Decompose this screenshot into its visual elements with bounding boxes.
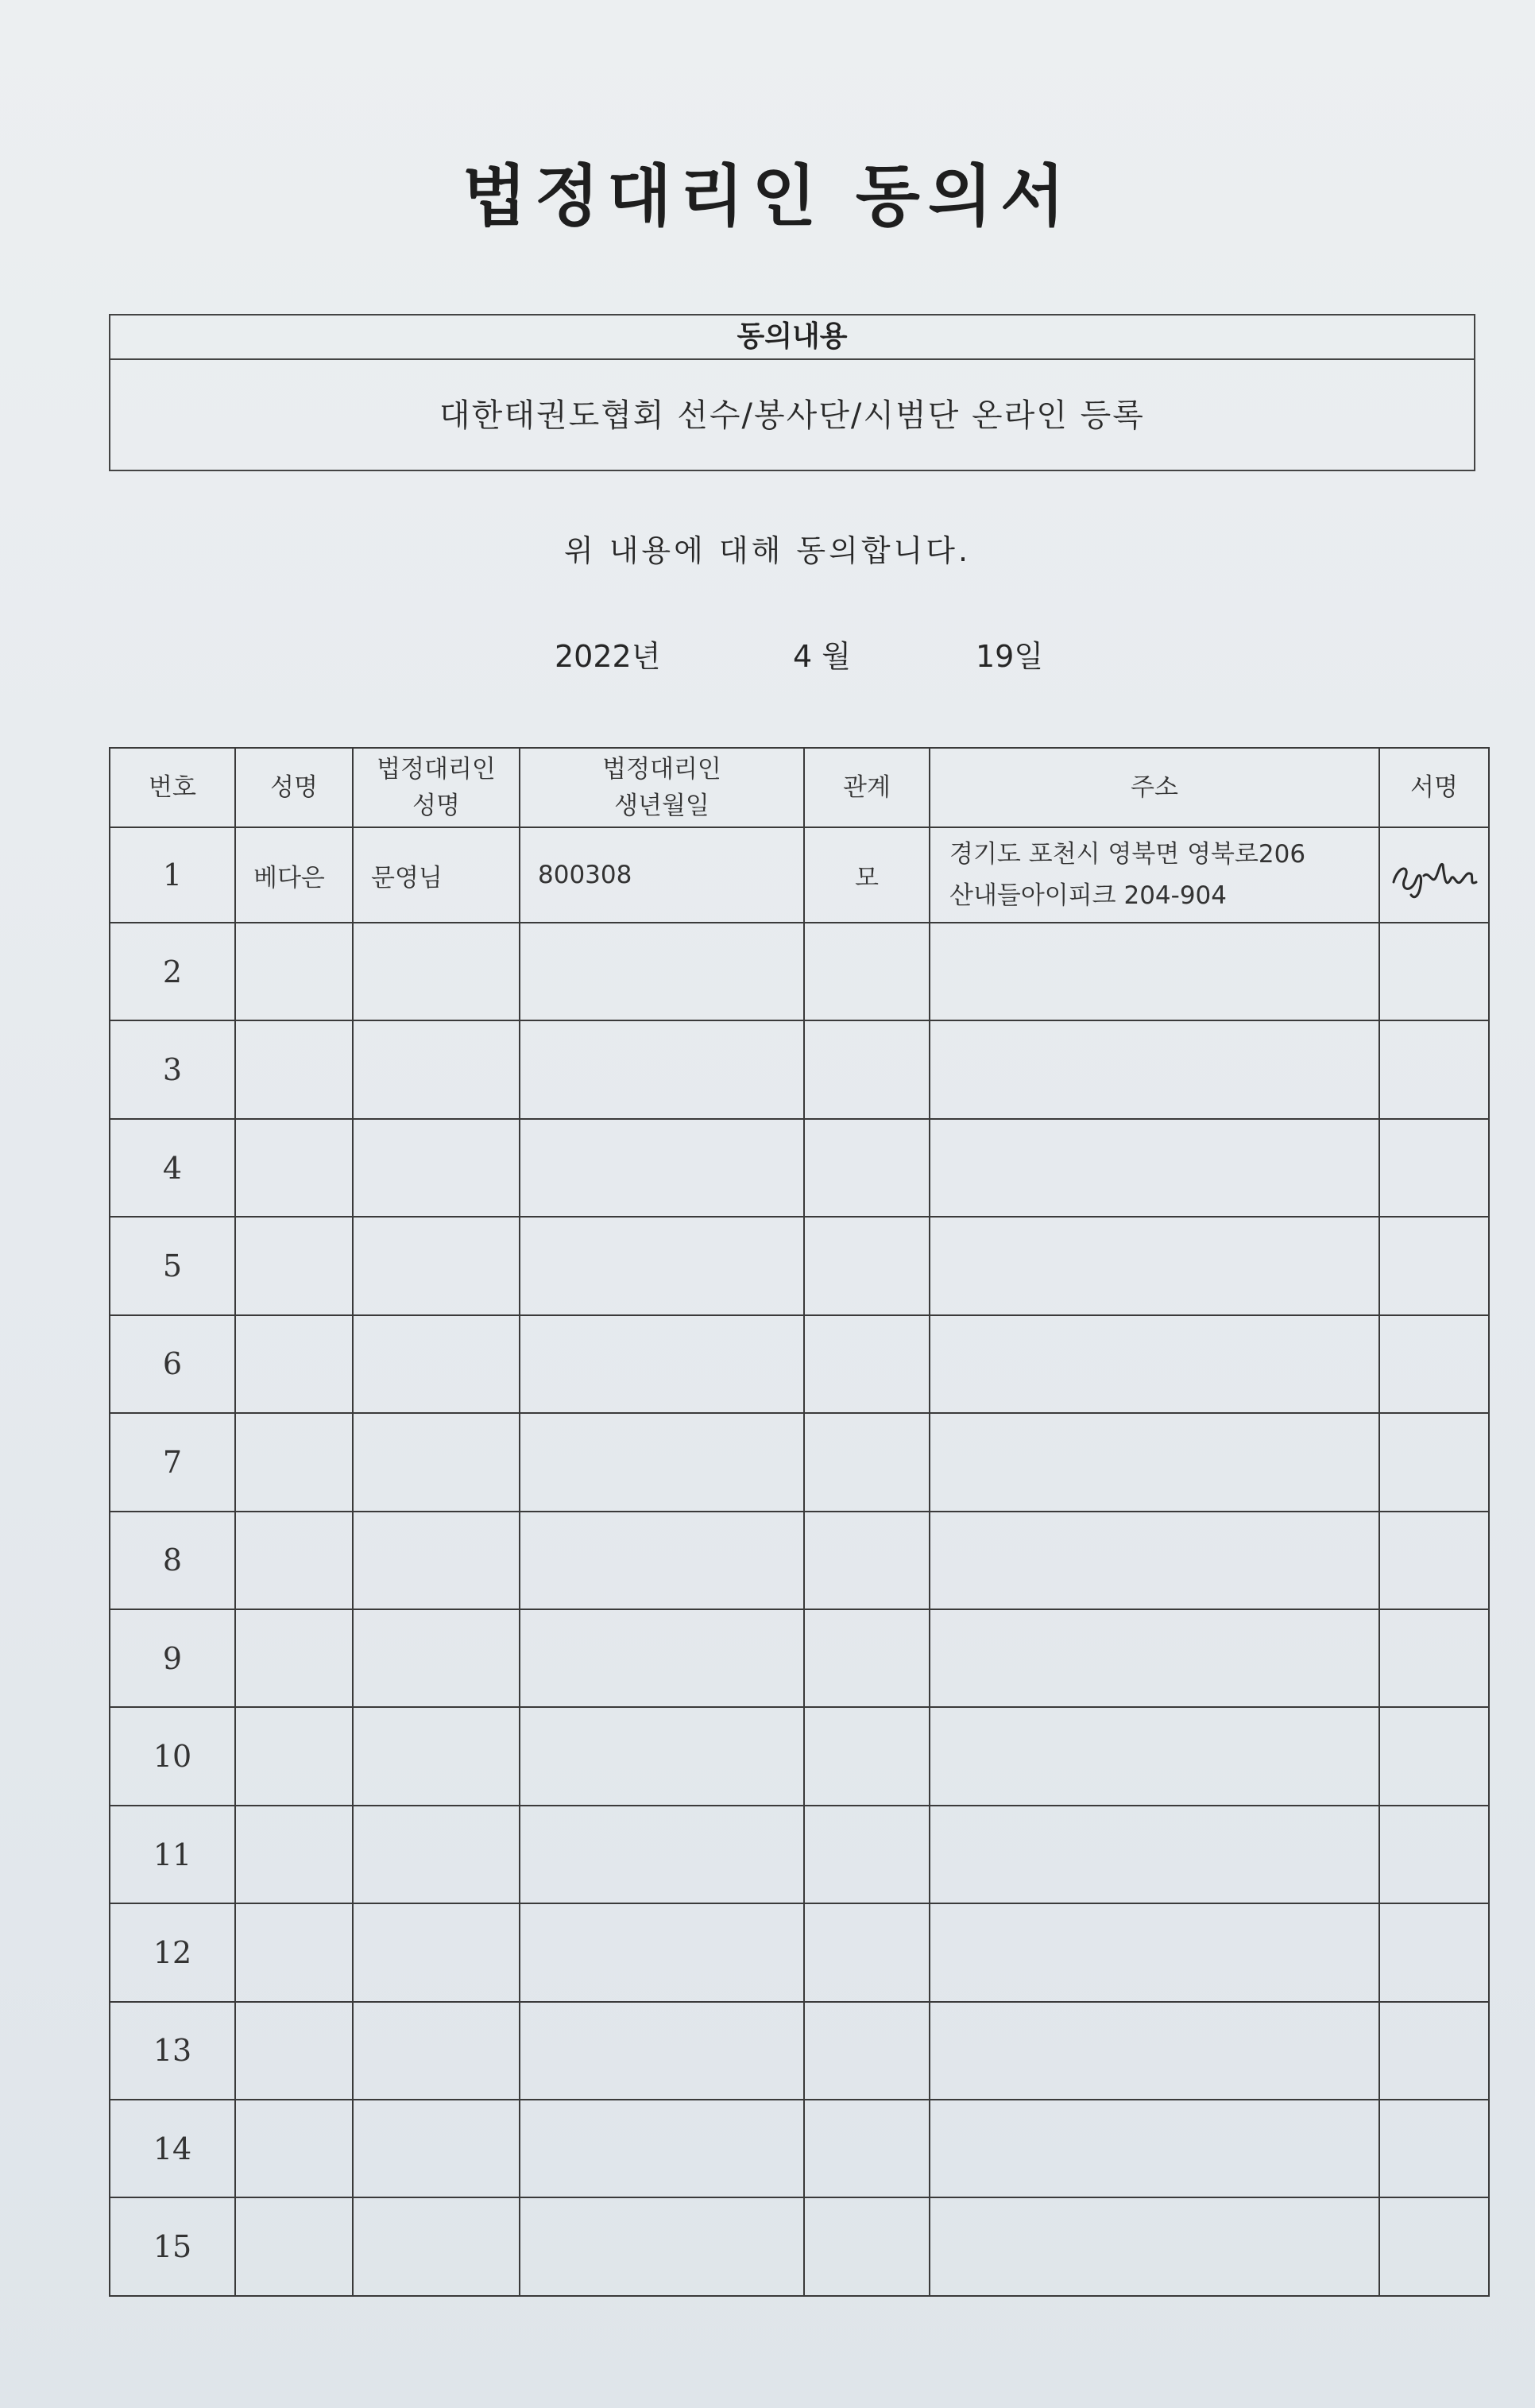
cell-empty bbox=[804, 1806, 930, 1903]
cell-empty bbox=[235, 2100, 353, 2197]
table-row bbox=[110, 2002, 1489, 2100]
cell-empty bbox=[235, 1806, 353, 1903]
cell-empty bbox=[804, 1315, 930, 1413]
cell-empty bbox=[930, 923, 1379, 1020]
cell-empty bbox=[353, 2197, 520, 2296]
cell-empty bbox=[804, 1119, 930, 1217]
cell-empty bbox=[930, 2002, 1379, 2100]
cell-empty bbox=[804, 1413, 930, 1511]
cell-empty bbox=[1379, 1413, 1489, 1511]
cell-empty bbox=[235, 1903, 353, 2001]
cell-empty bbox=[804, 1217, 930, 1314]
cell-empty bbox=[930, 2197, 1379, 2296]
cell-empty bbox=[1379, 1315, 1489, 1413]
table-row bbox=[110, 827, 1489, 923]
agreement-statement: 위 내용에 대해 동의합니다. bbox=[563, 533, 972, 568]
cell-empty bbox=[520, 923, 804, 1020]
cell-empty bbox=[804, 1609, 930, 1707]
cell-no: 1 bbox=[110, 827, 235, 923]
header-guardian-birth-line2: 생년월일 bbox=[614, 792, 710, 820]
header-guardian-name-line2: 성명 bbox=[412, 792, 460, 820]
consent-box bbox=[109, 314, 1475, 471]
cell-no: 10 bbox=[110, 1707, 235, 1805]
cell-empty bbox=[930, 1806, 1379, 1903]
cell-empty bbox=[1379, 1119, 1489, 1217]
cell-empty bbox=[1379, 923, 1489, 1020]
cell-empty bbox=[930, 1609, 1379, 1707]
header-guardian-birth-line1: 법정대리인 bbox=[602, 755, 721, 784]
cell-empty bbox=[520, 1806, 804, 1903]
cell-empty bbox=[930, 1119, 1379, 1217]
cell-no: 14 bbox=[110, 2100, 235, 2197]
cell-empty bbox=[804, 1020, 930, 1118]
cell-empty bbox=[930, 1217, 1379, 1314]
cell-empty bbox=[1379, 2197, 1489, 2296]
cell-no: 13 bbox=[110, 2002, 235, 2100]
cell-empty bbox=[353, 1806, 520, 1903]
table-row bbox=[110, 2197, 1489, 2296]
table-row bbox=[110, 1806, 1489, 1903]
cell-no: 11 bbox=[110, 1806, 235, 1903]
cell-no: 5 bbox=[110, 1217, 235, 1314]
header-name: 성명 bbox=[235, 748, 353, 827]
cell-empty bbox=[235, 2002, 353, 2100]
cell-empty bbox=[235, 1707, 353, 1805]
table-row bbox=[110, 1020, 1489, 1118]
cell-empty bbox=[930, 1903, 1379, 2001]
cell-no: 9 bbox=[110, 1609, 235, 1707]
cell-no: 15 bbox=[110, 2197, 235, 2296]
table-row bbox=[110, 1512, 1489, 1609]
cell-empty bbox=[1379, 1806, 1489, 1903]
cell-empty bbox=[520, 1707, 804, 1805]
cell-empty bbox=[520, 1217, 804, 1314]
consent-body: 대한태권도협회 선수/봉사단/시범단 온라인 등록 bbox=[439, 397, 1145, 434]
cell-empty bbox=[353, 2002, 520, 2100]
cell-empty bbox=[520, 1020, 804, 1118]
cell-empty bbox=[353, 1413, 520, 1511]
cell-empty bbox=[930, 1707, 1379, 1805]
cell-no: 6 bbox=[110, 1315, 235, 1413]
cell-empty bbox=[1379, 2100, 1489, 2197]
cell-empty bbox=[520, 2197, 804, 2296]
cell-empty bbox=[930, 1512, 1379, 1609]
cell-empty bbox=[520, 1903, 804, 2001]
consent-header: 동의내용 bbox=[110, 316, 1474, 360]
cell-empty bbox=[1379, 1217, 1489, 1314]
date-day: 19일 bbox=[976, 639, 1044, 674]
cell-empty bbox=[520, 1315, 804, 1413]
cell-empty bbox=[353, 1217, 520, 1314]
header-guardian-birth bbox=[520, 748, 804, 827]
cell-guardian-name: 문영님 bbox=[353, 827, 520, 923]
cell-relation: 모 bbox=[804, 827, 930, 923]
cell-empty bbox=[235, 1413, 353, 1511]
cell-empty bbox=[804, 1903, 930, 2001]
header-no: 번호 bbox=[110, 748, 235, 827]
table-row bbox=[110, 1609, 1489, 1707]
cell-empty bbox=[804, 2197, 930, 2296]
cell-empty bbox=[930, 1315, 1379, 1413]
cell-empty bbox=[804, 1707, 930, 1805]
cell-empty bbox=[235, 1217, 353, 1314]
cell-empty bbox=[804, 2002, 930, 2100]
table-row bbox=[110, 1217, 1489, 1314]
cell-empty bbox=[804, 1512, 930, 1609]
cell-empty bbox=[353, 1020, 520, 1118]
header-address: 주소 bbox=[930, 748, 1379, 827]
header-signature: 서명 bbox=[1379, 748, 1489, 827]
address-line2: 산내들아이피크 204-904 bbox=[949, 881, 1228, 910]
document-title: 법정대리인 동의서 bbox=[462, 157, 1073, 235]
cell-empty bbox=[1379, 1903, 1489, 2001]
cell-empty bbox=[353, 1707, 520, 1805]
cell-no: 8 bbox=[110, 1512, 235, 1609]
cell-name: 베다은 bbox=[235, 827, 353, 923]
cell-empty bbox=[930, 2100, 1379, 2197]
handwritten-signature bbox=[1387, 847, 1481, 903]
cell-empty bbox=[353, 1903, 520, 2001]
header-relation: 관계 bbox=[804, 748, 930, 827]
table-row bbox=[110, 2100, 1489, 2197]
header-guardian-name bbox=[353, 748, 520, 827]
cell-empty bbox=[520, 1413, 804, 1511]
cell-empty bbox=[804, 923, 930, 1020]
guardian-table bbox=[109, 747, 1490, 2297]
cell-empty bbox=[235, 923, 353, 1020]
cell-address bbox=[930, 827, 1379, 923]
cell-empty bbox=[520, 2100, 804, 2197]
table-row bbox=[110, 1707, 1489, 1805]
cell-empty bbox=[353, 923, 520, 1020]
cell-empty bbox=[1379, 1609, 1489, 1707]
date-month: 4 월 bbox=[793, 639, 851, 674]
cell-empty bbox=[235, 1119, 353, 1217]
cell-empty bbox=[235, 1020, 353, 1118]
header-guardian-name-line1: 법정대리인 bbox=[377, 755, 496, 784]
cell-empty bbox=[353, 1315, 520, 1413]
cell-empty bbox=[1379, 1512, 1489, 1609]
cell-no: 4 bbox=[110, 1119, 235, 1217]
cell-empty bbox=[353, 1512, 520, 1609]
cell-guardian-birth: 800308 bbox=[520, 827, 804, 923]
cell-empty bbox=[235, 1609, 353, 1707]
cell-empty bbox=[930, 1020, 1379, 1118]
table-row bbox=[110, 1903, 1489, 2001]
table-row bbox=[110, 1315, 1489, 1413]
cell-no: 3 bbox=[110, 1020, 235, 1118]
cell-empty bbox=[930, 1413, 1379, 1511]
cell-no: 12 bbox=[110, 1903, 235, 2001]
cell-empty bbox=[235, 1315, 353, 1413]
table-row bbox=[110, 1119, 1489, 1217]
cell-empty bbox=[235, 1512, 353, 1609]
cell-no: 2 bbox=[110, 923, 235, 1020]
cell-empty bbox=[353, 2100, 520, 2197]
cell-empty bbox=[520, 1119, 804, 1217]
cell-empty bbox=[520, 2002, 804, 2100]
table-row bbox=[110, 923, 1489, 1020]
cell-empty bbox=[235, 2197, 353, 2296]
cell-empty bbox=[1379, 1020, 1489, 1118]
cell-signature bbox=[1379, 827, 1489, 923]
cell-no: 7 bbox=[110, 1413, 235, 1511]
table-header-row bbox=[110, 748, 1489, 827]
cell-empty bbox=[520, 1609, 804, 1707]
address-line1: 경기도 포천시 영북면 영북로206 bbox=[949, 840, 1306, 869]
date-year: 2022년 bbox=[555, 639, 661, 674]
cell-empty bbox=[1379, 1707, 1489, 1805]
cell-empty bbox=[353, 1609, 520, 1707]
cell-empty bbox=[1379, 2002, 1489, 2100]
cell-empty bbox=[520, 1512, 804, 1609]
cell-empty bbox=[353, 1119, 520, 1217]
table-row bbox=[110, 1413, 1489, 1511]
cell-empty bbox=[804, 2100, 930, 2197]
